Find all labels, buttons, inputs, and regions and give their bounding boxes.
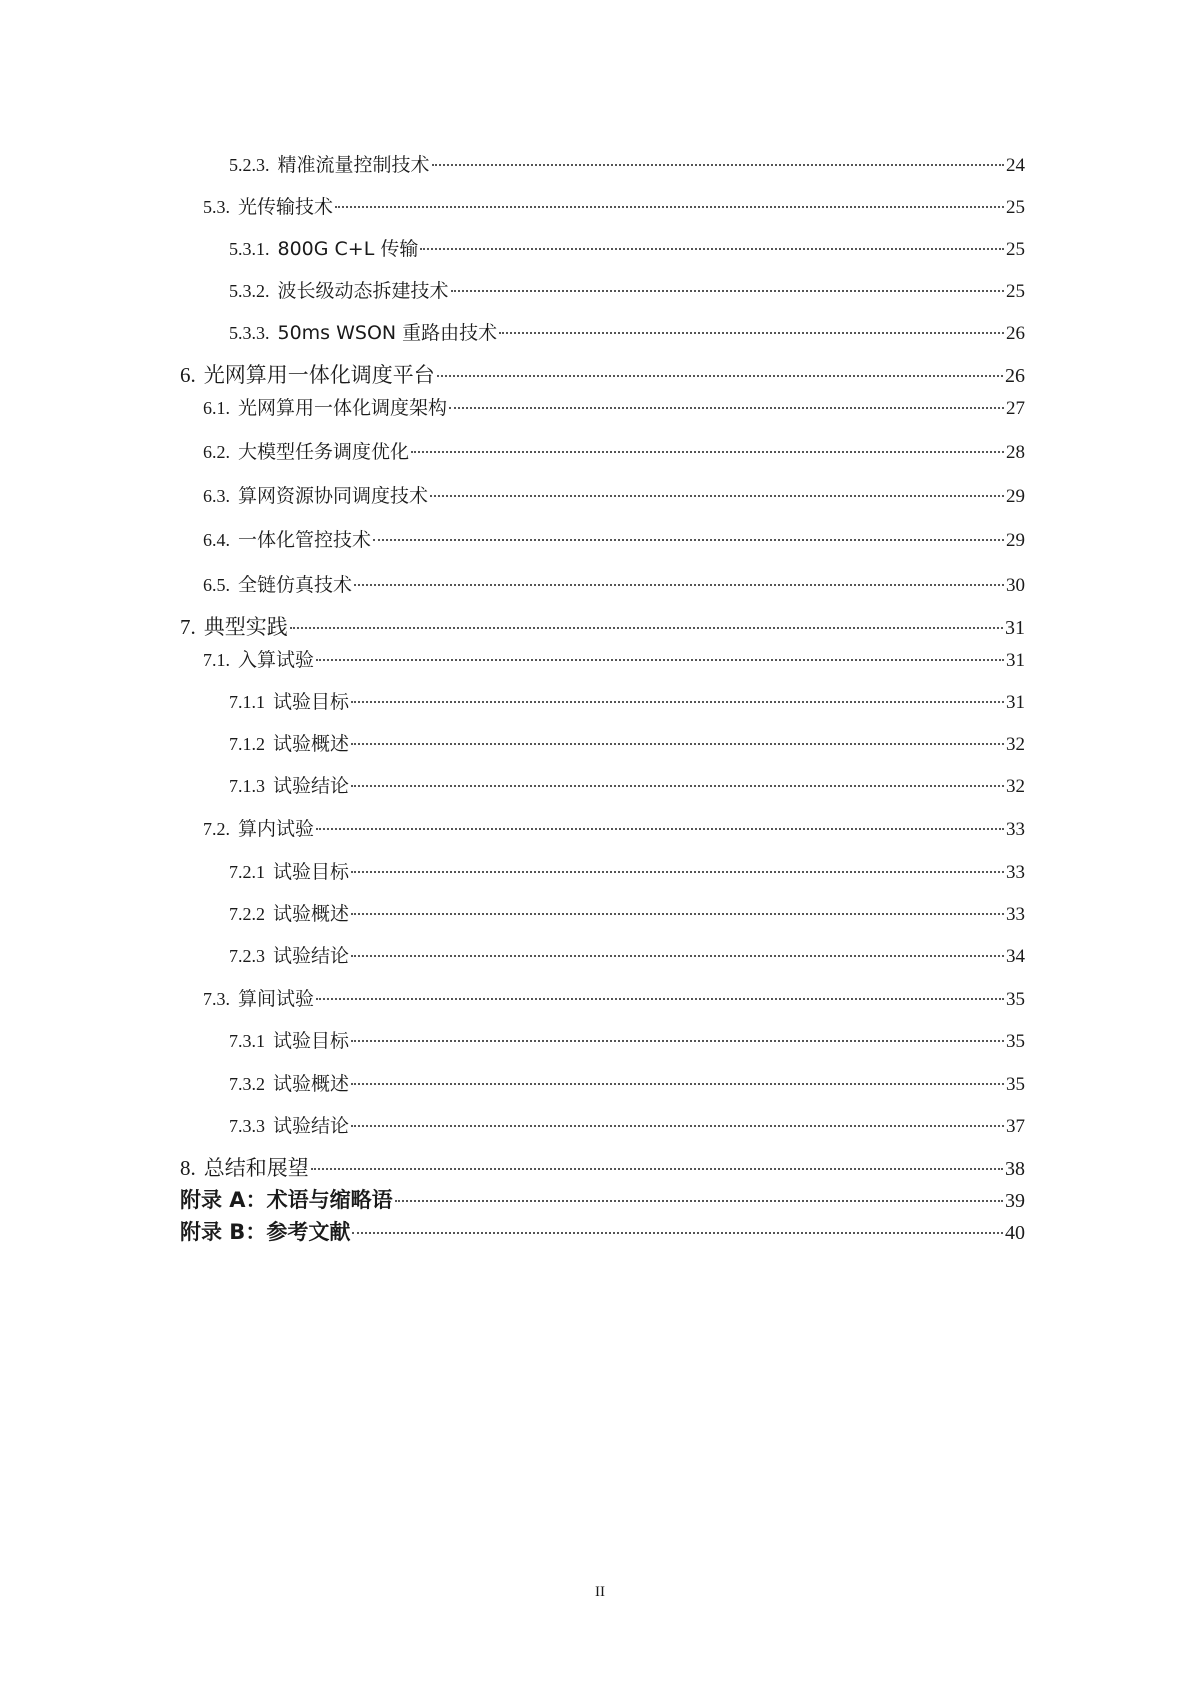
toc-entry-number: 7.2.1 <box>229 862 265 882</box>
toc-entry-number: 7.2.3 <box>229 946 265 966</box>
toc-entry-title: 典型实践 <box>203 615 288 639</box>
toc-dot-leader <box>351 1040 1004 1042</box>
toc-entry-title: 试验概述 <box>273 903 350 925</box>
toc-dot-leader <box>351 955 1004 957</box>
toc-entry-page: 30 <box>1006 575 1025 596</box>
toc-entry-page: 28 <box>1006 442 1025 463</box>
toc-entry-number: 6. <box>180 363 196 387</box>
toc-entry-title: 总结和展望 <box>203 1156 309 1180</box>
toc-entry[interactable] <box>203 192 1025 219</box>
toc-entry-page: 29 <box>1006 486 1025 507</box>
toc-entry[interactable] <box>229 941 1025 968</box>
toc-entry-title: 算间试验 <box>238 988 315 1010</box>
toc-entry-page: 33 <box>1006 904 1025 925</box>
toc-entry-page: 24 <box>1006 155 1025 176</box>
toc-entry-page: 26 <box>1006 323 1025 344</box>
toc-entry-number: 6.2. <box>203 442 230 462</box>
toc-entry-title: 精准流量控制技术 <box>277 154 430 176</box>
toc-entry-title: 试验目标 <box>273 861 350 883</box>
toc-entry-number: 7.1. <box>203 650 230 670</box>
toc-dot-leader <box>354 584 1004 586</box>
toc-entry[interactable] <box>203 525 1025 552</box>
toc-entry[interactable] <box>203 437 1025 464</box>
toc-entry-title: 试验目标 <box>273 691 350 713</box>
toc-entry-number: 8. <box>180 1156 196 1180</box>
toc-entry-number: 5.3.1. <box>229 239 270 259</box>
toc-entry-page: 33 <box>1006 819 1025 840</box>
toc-entry-title: 大模型任务调度优化 <box>238 441 410 463</box>
toc-entry-number: 7.2.2 <box>229 904 265 924</box>
toc-dot-leader <box>351 871 1004 873</box>
toc-entry-title: 光网算用一体化调度平台 <box>203 363 435 387</box>
toc-entry-number: 7.1.1 <box>229 692 265 712</box>
toc-entry-page: 25 <box>1006 197 1025 218</box>
toc-dot-leader <box>351 701 1004 703</box>
toc-entry-page: 39 <box>1005 1190 1025 1212</box>
toc-entry-title: 试验概述 <box>273 733 350 755</box>
toc-dot-leader <box>316 828 1004 830</box>
toc-entry-page: 25 <box>1006 281 1025 302</box>
toc-entry-page: 29 <box>1006 530 1025 551</box>
toc-dot-leader <box>351 785 1004 787</box>
toc-dot-leader <box>430 495 1004 497</box>
toc-entry-title: 试验结论 <box>273 1115 350 1137</box>
toc-dot-leader <box>451 290 1004 292</box>
toc-dot-leader <box>351 1083 1004 1085</box>
toc-entry-page: 40 <box>1005 1222 1025 1244</box>
toc-entry-title: 试验概述 <box>273 1073 350 1095</box>
page-number: II <box>595 1584 605 1600</box>
toc-entry-number: 7.3.2 <box>229 1074 265 1094</box>
toc-entry[interactable] <box>229 276 1025 303</box>
toc-entry-number: 5.2.3. <box>229 155 270 175</box>
toc-entry-number: 7.1.3 <box>229 776 265 796</box>
toc-entry[interactable] <box>180 1152 1025 1182</box>
toc-dot-leader <box>351 743 1004 745</box>
toc-entry-page: 31 <box>1005 617 1025 639</box>
toc-entry-title: 全链仿真技术 <box>238 574 353 596</box>
toc-entry-title: 50ms WSON 重路由技术 <box>277 322 498 344</box>
toc-entry-title: 波长级动态拆建技术 <box>277 280 449 302</box>
toc-entry[interactable] <box>229 771 1025 798</box>
toc-entry-number: 6.3. <box>203 486 230 506</box>
toc-entry-page: 34 <box>1006 946 1025 967</box>
toc-entry-number: 6.1. <box>203 398 230 418</box>
toc-entry[interactable] <box>229 687 1025 714</box>
toc-entry-page: 31 <box>1006 650 1025 671</box>
toc-entry-number: 7.3.1 <box>229 1031 265 1051</box>
toc-dot-leader <box>499 332 1004 334</box>
toc-entry-number: 7.3. <box>203 989 230 1009</box>
toc-entry-number: 6.4. <box>203 530 230 550</box>
toc-dot-leader <box>290 627 1003 629</box>
toc-entry-title: 光传输技术 <box>238 196 334 218</box>
toc-dot-leader <box>311 1168 1003 1170</box>
toc-entry[interactable] <box>229 899 1025 926</box>
toc-entry[interactable] <box>229 729 1025 756</box>
toc-entry-number: 7.3.3 <box>229 1116 265 1136</box>
toc-entry[interactable] <box>203 570 1025 597</box>
toc-entry-title: 试验结论 <box>273 945 350 967</box>
toc-dot-leader <box>352 1232 1003 1234</box>
toc-entry-appendix-b[interactable] <box>180 1216 1025 1246</box>
toc-entry-page: 35 <box>1006 1074 1025 1095</box>
toc-entry-page: 32 <box>1006 734 1025 755</box>
toc-entry-page: 37 <box>1006 1116 1025 1137</box>
toc-entry-title: 800G C+L 传输 <box>277 238 419 260</box>
toc-entry-title: 附录 A：术语与缩略语 <box>180 1188 393 1212</box>
toc-entry-number: 5.3.3. <box>229 323 270 343</box>
toc-entry-title: 算网资源协同调度技术 <box>238 485 429 507</box>
toc-dot-leader <box>395 1200 1003 1202</box>
toc-entry-number: 7.2. <box>203 819 230 839</box>
toc-dot-leader <box>420 248 1004 250</box>
toc-entry-number: 5.3. <box>203 197 230 217</box>
toc-entry-page: 35 <box>1006 989 1025 1010</box>
toc-entry[interactable] <box>203 984 1025 1011</box>
toc-entry[interactable] <box>203 645 1025 672</box>
toc-dot-leader <box>432 164 1004 166</box>
toc-entry-appendix-a[interactable] <box>180 1184 1025 1214</box>
toc-entry-title: 试验目标 <box>273 1030 350 1052</box>
toc-entry[interactable] <box>229 318 1025 345</box>
toc-entry-number: 7. <box>180 615 196 639</box>
toc-entry[interactable] <box>229 1069 1025 1096</box>
toc-dot-leader <box>351 913 1004 915</box>
toc-entry[interactable] <box>229 1026 1025 1053</box>
toc-entry-page: 33 <box>1006 862 1025 883</box>
toc-entry[interactable] <box>229 1111 1025 1138</box>
toc-entry-page: 26 <box>1005 365 1025 387</box>
toc-dot-leader <box>351 1125 1004 1127</box>
toc-dot-leader <box>335 206 1004 208</box>
toc-dot-leader <box>411 451 1004 453</box>
toc-entry[interactable] <box>229 234 1025 261</box>
toc-entry-page: 32 <box>1006 776 1025 797</box>
toc-entry[interactable] <box>229 150 1025 177</box>
toc-entry[interactable] <box>203 481 1025 508</box>
toc-entry-title: 一体化管控技术 <box>238 529 372 551</box>
toc-entry-title: 算内试验 <box>238 818 315 840</box>
toc-entry-page: 25 <box>1006 239 1025 260</box>
toc-dot-leader <box>449 407 1004 409</box>
toc-dot-leader <box>373 539 1004 541</box>
toc-entry-number: 6.5. <box>203 575 230 595</box>
toc-entry-page: 35 <box>1006 1031 1025 1052</box>
toc-entry-page: 27 <box>1006 398 1025 419</box>
toc-entry[interactable] <box>180 611 1025 641</box>
toc-entry-page: 31 <box>1006 692 1025 713</box>
toc-dot-leader <box>316 659 1004 661</box>
toc-entry-number: 7.1.2 <box>229 734 265 754</box>
toc-entry-title: 附录 B：参考文献 <box>180 1220 351 1244</box>
toc-entry-number: 5.3.2. <box>229 281 270 301</box>
toc-entry-title: 试验结论 <box>273 775 350 797</box>
toc-entry[interactable] <box>180 359 1025 389</box>
toc-entry-page: 38 <box>1005 1158 1025 1180</box>
toc-dot-leader <box>316 998 1004 1000</box>
toc-dot-leader <box>437 375 1003 377</box>
toc-entry-title: 光网算用一体化调度架构 <box>238 397 448 419</box>
toc-entry[interactable] <box>203 393 1025 420</box>
toc-entry-title: 入算试验 <box>238 649 315 671</box>
toc-entry[interactable] <box>229 857 1025 884</box>
toc-entry[interactable] <box>203 814 1025 841</box>
